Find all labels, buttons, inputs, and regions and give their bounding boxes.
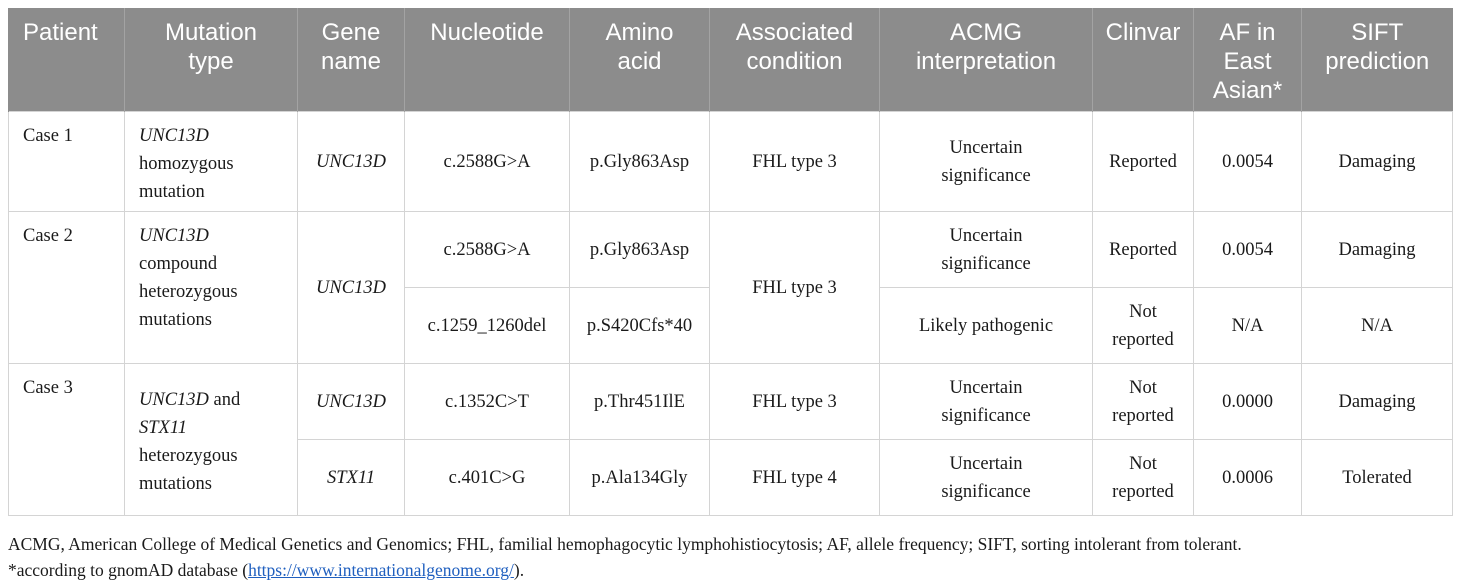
footnote-abbreviations: ACMG, American College of Medical Genetics and Genomics; FHL, familial hemophagocytic lymphohistiocytosis; AF, allele frequency; SIFT, sorting intolerant from tolerant. [8, 534, 1242, 554]
cell-sift: Damaging [1302, 364, 1453, 440]
cell-condition: FHL type 3 [710, 112, 880, 212]
cell-gene-name: UNC13D [298, 364, 405, 440]
variant-table [8, 8, 1453, 516]
cell-acmg: Likely pathogenic [880, 288, 1093, 364]
cell-clinvar: Not reported [1093, 440, 1194, 516]
table-row-case-1 [9, 112, 1453, 212]
cell-patient: Case 3 [9, 364, 125, 516]
cell-clinvar: Not reported [1093, 288, 1194, 364]
cell-nucleotide: c.2588G>A [405, 212, 570, 288]
cell-amino-acid: p.S420Cfs*40 [570, 288, 710, 364]
header-mutation-type: Mutation type [125, 8, 298, 112]
cell-amino-acid: p.Gly863Asp [570, 212, 710, 288]
header-af-east-asian: AF in East Asian* [1194, 8, 1302, 112]
cell-patient: Case 1 [9, 112, 125, 212]
cell-sift: Tolerated [1302, 440, 1453, 516]
cell-clinvar: Reported [1093, 112, 1194, 212]
cell-clinvar: Reported [1093, 212, 1194, 288]
cell-af: 0.0006 [1194, 440, 1302, 516]
table-row-case-2-variant-1 [9, 212, 1453, 288]
cell-sift: N/A [1302, 288, 1453, 364]
cell-af: N/A [1194, 288, 1302, 364]
gnomad-link[interactable]: https://www.internationalgenome.org/ [248, 560, 514, 580]
footnote-source: *according to gnomAD database (https://www.internationalgenome.org/). [8, 560, 525, 580]
header-gene-name: Gene name [298, 8, 405, 112]
table-footnotes [8, 531, 1452, 583]
cell-gene-name: STX11 [298, 440, 405, 516]
cell-mutation-type: UNC13D and STX11 heterozygous mutations [125, 364, 298, 516]
cell-patient: Case 2 [9, 212, 125, 364]
header-patient: Patient [9, 8, 125, 112]
cell-acmg: Uncertain significance [880, 212, 1093, 288]
cell-gene-name: UNC13D [298, 212, 405, 364]
cell-af: 0.0000 [1194, 364, 1302, 440]
cell-amino-acid: p.Thr451IlE [570, 364, 710, 440]
cell-nucleotide: c.1259_1260del [405, 288, 570, 364]
cell-acmg: Uncertain significance [880, 440, 1093, 516]
cell-clinvar: Not reported [1093, 364, 1194, 440]
cell-acmg: Uncertain significance [880, 364, 1093, 440]
cell-mutation-type: UNC13D homozygous mutation [125, 112, 298, 212]
cell-acmg: Uncertain significance [880, 112, 1093, 212]
cell-nucleotide: c.401C>G [405, 440, 570, 516]
cell-af: 0.0054 [1194, 212, 1302, 288]
cell-condition: FHL type 3 [710, 212, 880, 364]
cell-nucleotide: c.2588G>A [405, 112, 570, 212]
cell-amino-acid: p.Ala134Gly [570, 440, 710, 516]
cell-af: 0.0054 [1194, 112, 1302, 212]
header-amino-acid: Amino acid [570, 8, 710, 112]
header-nucleotide: Nucleotide [405, 8, 570, 112]
header-associated-condition: Associated condition [710, 8, 880, 112]
header-acmg: ACMG interpretation [880, 8, 1093, 112]
cell-condition: FHL type 4 [710, 440, 880, 516]
cell-nucleotide: c.1352C>T [405, 364, 570, 440]
header-row [9, 8, 1453, 112]
cell-gene-name: UNC13D [298, 112, 405, 212]
cell-sift: Damaging [1302, 212, 1453, 288]
cell-sift: Damaging [1302, 112, 1453, 212]
cell-amino-acid: p.Gly863Asp [570, 112, 710, 212]
header-sift: SIFT prediction [1302, 8, 1453, 112]
variant-table-container [8, 8, 1452, 516]
cell-mutation-type: UNC13D compound heterozygous mutations [125, 212, 298, 364]
table-row-case-3-variant-1 [9, 364, 1453, 440]
cell-condition: FHL type 3 [710, 364, 880, 440]
header-clinvar: Clinvar [1093, 8, 1194, 112]
